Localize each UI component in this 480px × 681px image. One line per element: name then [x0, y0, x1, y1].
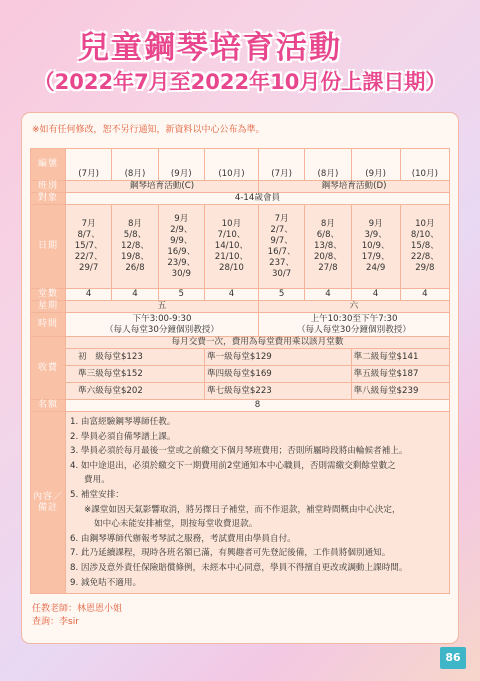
date-cell: 8月 5/8、 12/8、 19/8、 26/8: [112, 205, 158, 289]
remark-item: 如中心未能安排補堂，則按每堂收費退款。: [94, 519, 258, 530]
page-title: 兒童鋼琴培育活動: [78, 30, 342, 66]
month-cell: (10月): [400, 149, 449, 181]
group-d: 鋼琴培育活動(D): [258, 181, 449, 193]
remark-item: 9. 減免咭不適用。: [70, 577, 142, 588]
page-subtitle: （2022年7月至2022年10月份上課日期）: [33, 70, 447, 94]
date-cell: 7月 2/7、 9/7、 16/7、 237、 30/7: [258, 205, 304, 289]
remark-item: 8. 因涉及意外責任保險賠償條例，未經本中心同意，學員不得擅自更改或調動上課時間。: [70, 562, 408, 573]
sessions-cell: 4: [112, 289, 158, 301]
sessions-cell: 5: [258, 289, 304, 301]
remark-item: ※課堂如因天氣影響取消，將另擇日子補堂，而不作退款，補堂時間概由中心決定，: [84, 504, 401, 515]
fee-item: 準八級每堂$239: [351, 383, 449, 400]
date-cell: 9月 2/9、 9/9、 16/9、 23/9、 30/9: [158, 205, 204, 289]
fee-item: 準三級每堂$152: [66, 366, 205, 383]
time-label: 時間: [31, 313, 66, 337]
remarks-label: 內容／備註: [31, 412, 66, 594]
target-value: 4-14歲會員: [66, 193, 450, 205]
month-cell: (9月): [158, 149, 204, 181]
remark-item: 2. 學員必須自備琴譜上課。: [70, 431, 176, 442]
notice-text: ※如有任何修改，恕不另行通知，新資料以中心公布為準。: [32, 125, 265, 135]
code-row: [31, 149, 450, 181]
target-label: 對象: [31, 193, 66, 205]
weekday-label: 星期: [31, 301, 66, 313]
remark-item: 1. 由富經驗鋼琴導師任教。: [70, 417, 176, 427]
code-label: 編號: [31, 149, 66, 181]
weekday-c: 五: [66, 301, 259, 313]
fee-item: 準四級每堂$169: [204, 366, 351, 383]
quota-value: 8: [66, 400, 450, 412]
fee-label: 收費: [31, 337, 66, 400]
sessions-cell: 4: [400, 289, 449, 301]
month-cell: (7月): [258, 149, 304, 181]
sessions-cell: 4: [351, 289, 400, 301]
month-cell: (7月): [66, 149, 112, 181]
time-c: 下午3:00-9:30 （每人每堂30分鐘個別教授）: [66, 313, 259, 337]
teacher-text: 任教老師：林恩恩小姐: [32, 604, 123, 614]
fee-item: 準一級每堂$129: [204, 349, 351, 366]
remark-item: 費用。: [84, 475, 110, 486]
fee-header: 每月交費一次，費用為每堂費用乘以該月堂數: [66, 337, 450, 349]
remark-item: 6. 由鋼琴導師代辦報考琴試之服務，考試費用由學員自付。: [70, 533, 296, 544]
sessions-label: 堂數: [31, 289, 66, 301]
weekday-d: 六: [258, 301, 449, 313]
fee-item: 準六級每堂$202: [66, 383, 205, 400]
date-cell: 10月 7/10、 14/10、 21/10、 28/10: [204, 205, 258, 289]
month-cell: (9月): [351, 149, 400, 181]
contact-info: [32, 603, 122, 629]
month-cell: (8月): [305, 149, 351, 181]
fee-item: 初 級每堂$123: [66, 349, 205, 366]
fee-item: 準二級每堂$141: [351, 349, 449, 366]
sessions-cell: 5: [158, 289, 204, 301]
date-cell: 7月 8/7、 15/7、 22/7、 29/7: [66, 205, 112, 289]
date-cell: 10月 8/10、 15/8、 22/8、 29/8: [400, 205, 449, 289]
page-number: 86: [440, 647, 466, 669]
month-cell: (10月): [204, 149, 258, 181]
quota-label: 名額: [31, 400, 66, 412]
time-d: 上午10:30至下午7:30 （每人每堂30分鐘個別教授）: [258, 313, 449, 337]
remark-item: 5. 補堂安排：: [70, 489, 124, 500]
remarks-list: [66, 412, 450, 594]
dates-label: 日期: [31, 205, 66, 289]
schedule-table: [30, 148, 450, 594]
sessions-cell: 4: [305, 289, 351, 301]
remark-item: 7. 此乃延續課程，現時各班名額已滿，有興趣者可先登記後備，工作員將個別通知。: [70, 548, 391, 559]
fee-item: 準五級每堂$187: [351, 366, 449, 383]
enquiry-text: 查詢：李sir: [32, 617, 79, 627]
group-label: 班別: [31, 181, 66, 193]
remark-item: 4. 如中途退出，必須於繳交下一期費用前2堂通知本中心職員，否則需繳交剩餘堂數之: [70, 460, 396, 471]
sessions-cell: 4: [204, 289, 258, 301]
dates-row: [31, 205, 450, 289]
remark-item: 3. 學員必須於每月最後一堂或之前繳交下個月琴班費用；否則所屬時段將由輪候者補上。: [70, 446, 408, 457]
date-cell: 8月 6/8、 13/8、 20/8、 27/8: [305, 205, 351, 289]
date-cell: 9月 3/9、 10/9、 17/9、 24/9: [351, 205, 400, 289]
month-cell: (8月): [112, 149, 158, 181]
sessions-cell: 4: [66, 289, 112, 301]
fee-item: 準七級每堂$223: [204, 383, 351, 400]
group-c: 鋼琴培育活動(C): [66, 181, 259, 193]
